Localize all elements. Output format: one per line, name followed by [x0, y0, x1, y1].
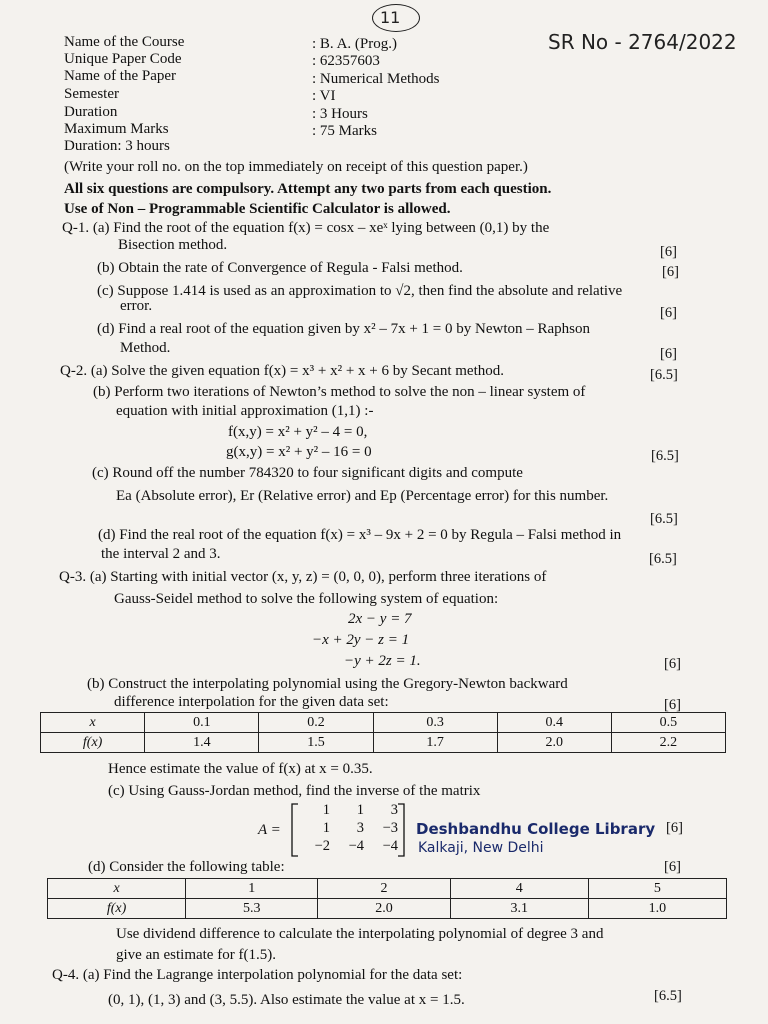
q3-d-marks: [6]: [664, 859, 681, 875]
q2-b-line1: (b) Perform two iterations of Newton’s method to solve the non – linear system of: [93, 384, 586, 400]
table-cell: 5.3: [186, 899, 318, 919]
table-cell: 0.1: [145, 713, 259, 733]
serial-number: SR No - 2764/2022: [548, 30, 737, 54]
info-label-course: Name of the Course: [64, 34, 185, 50]
matrix-cell: −2: [314, 838, 330, 854]
table-cell: x: [48, 879, 186, 899]
q4-a-line1: Q-4. (a) Find the Lagrange interpolation polynomial for the data set:: [52, 967, 463, 983]
matrix-cell: −4: [348, 838, 364, 854]
q4-a-line2: (0, 1), (1, 3) and (3, 5.5). Also estimate the value at x = 1.5.: [108, 992, 465, 1008]
matrix-label: A =: [258, 822, 281, 838]
matrix-cell: 3: [390, 802, 398, 818]
table-cell: x: [41, 713, 145, 733]
q3-eq3: −y + 2z = 1.: [344, 653, 421, 669]
q3-b-line3: Hence estimate the value of f(x) at x = 0.35.: [108, 761, 373, 777]
table-cell: f(x): [41, 733, 145, 753]
data-table-2: [47, 878, 727, 919]
table-row: [41, 713, 726, 733]
table-row: [41, 733, 726, 753]
q2-b-eq2: g(x,y) = x² + y² – 16 = 0: [226, 444, 372, 460]
matrix-cell: 3: [356, 820, 364, 836]
q2-b-line2: equation with initial approximation (1,1) :-: [116, 403, 374, 419]
q1-c-marks: [6]: [660, 305, 677, 321]
table-cell: 1.4: [145, 733, 259, 753]
q1-a-marks: [6]: [660, 244, 677, 260]
q2-a-marks: [6.5]: [650, 367, 678, 383]
table-row: [48, 899, 727, 919]
info-label-semester: Semester: [64, 86, 119, 102]
library-stamp-line2: Kalkaji, New Delhi: [418, 840, 544, 856]
q1-d-line1: (d) Find a real root of the equation given by x² – 7x + 1 = 0 by Newton – Raphson: [97, 321, 591, 337]
matrix-cell: 1: [356, 802, 364, 818]
table-cell: 1.0: [588, 899, 726, 919]
q2-d-line2: the interval 2 and 3.: [101, 546, 221, 562]
matrix-row: [296, 838, 406, 856]
q3-a-line2: Gauss-Seidel method to solve the following system of equation:: [114, 591, 499, 607]
q3-eq2: −x + 2y − z = 1: [312, 632, 410, 648]
q1-c-line1: (c) Suppose 1.414 is used as an approximation to √2, then find the absolute and relative: [97, 283, 623, 299]
info-value-duration: : 3 Hours: [312, 106, 368, 122]
table-cell: 1.7: [373, 733, 497, 753]
matrix-row: [296, 820, 406, 838]
q4-a-marks: [6.5]: [654, 988, 682, 1004]
info-value-paper: : Numerical Methods: [312, 71, 440, 87]
q2-b-eq1: f(x,y) = x² + y² – 4 = 0,: [228, 424, 368, 440]
q1-c-line2: error.: [120, 298, 153, 314]
q3-c-marks: [6]: [666, 820, 683, 836]
q3-d-line3: give an estimate for f(1.5).: [116, 947, 276, 963]
info-label-paper: Name of the Paper: [64, 68, 177, 84]
q2-c-marks: [6.5]: [650, 511, 678, 527]
q1-d-line2: Method.: [120, 340, 171, 356]
q3-d-line2: Use dividend difference to calculate the interpolating polynomial of degree 3 and: [116, 926, 604, 942]
data-table-1: [40, 712, 726, 753]
info-value-code: : 62357603: [312, 53, 380, 69]
q3-b-marks: [6]: [664, 697, 681, 713]
q1-b: (b) Obtain the rate of Convergence of Regula - Falsi method.: [97, 260, 463, 276]
info-label-code: Unique Paper Code: [64, 51, 182, 67]
q3-b-line1: (b) Construct the interpolating polynomial using the Gregory-Newton backward: [87, 676, 568, 692]
page-number: 11: [380, 8, 401, 27]
table-cell: 1: [186, 879, 318, 899]
matrix-cell: 1: [322, 820, 330, 836]
matrix: [296, 802, 406, 856]
matrix-cell: −4: [382, 838, 398, 854]
q2-d-line1: (d) Find the real root of the equation f(x) = x³ – 9x + 2 = 0 by Regula – Falsi method in: [98, 527, 622, 543]
q1-a-line1: Q-1. (a) Find the root of the equation f(x) = cosx – xeˣ lying between (0,1) by the: [62, 220, 550, 236]
table-cell: 2.0: [497, 733, 611, 753]
q3-eq1: 2x − y = 7: [348, 611, 412, 627]
table-row: [48, 879, 727, 899]
table-cell: 4: [450, 879, 588, 899]
rule-compulsory: All six questions are compulsory. Attempt any two parts from each question.: [64, 181, 552, 197]
q2-c-line1: (c) Round off the number 784320 to four significant digits and compute: [92, 465, 523, 481]
q3-c-line1: (c) Using Gauss-Jordan method, find the inverse of the matrix: [108, 783, 481, 799]
matrix-cell: −3: [382, 820, 398, 836]
q2-c-line2: Ea (Absolute error), Er (Relative error) and Ep (Percentage error) for this number.: [116, 488, 609, 504]
info-value-marks: : 75 Marks: [312, 123, 377, 139]
roll-no-instruction: (Write your roll no. on the top immediately on receipt of this question paper.): [64, 159, 528, 175]
q3-b-line2: difference interpolation for the given data set:: [114, 694, 389, 710]
q1-d-marks: [6]: [660, 346, 677, 362]
table-cell: 0.4: [497, 713, 611, 733]
info-value-course: : B. A. (Prog.): [312, 36, 398, 52]
table-cell: 0.3: [373, 713, 497, 733]
table-cell: 0.5: [611, 713, 725, 733]
library-stamp-line1: Deshbandhu College Library: [416, 820, 656, 838]
duration-line: Duration: 3 hours: [64, 138, 170, 154]
q2-d-marks: [6.5]: [649, 551, 677, 567]
table-cell: 1.5: [259, 733, 373, 753]
q1-a-line2: Bisection method.: [118, 237, 228, 253]
rule-calculator: Use of Non – Programmable Scientific Calculator is allowed.: [64, 201, 451, 217]
table-cell: 0.2: [259, 713, 373, 733]
info-label-duration: Duration: [64, 104, 118, 120]
q1-b-marks: [6]: [662, 264, 679, 280]
table-cell: 5: [588, 879, 726, 899]
info-value-semester: : VI: [312, 88, 336, 104]
matrix-row: [296, 802, 406, 820]
table-cell: f(x): [48, 899, 186, 919]
q2-b-marks: [6.5]: [651, 448, 679, 464]
table-cell: 2.2: [611, 733, 725, 753]
q3-a-marks: [6]: [664, 656, 681, 672]
q3-d-line1: (d) Consider the following table:: [88, 859, 285, 875]
q3-a-line1: Q-3. (a) Starting with initial vector (x, y, z) = (0, 0, 0), perform three iterations of: [59, 569, 547, 585]
table-cell: 2.0: [318, 899, 450, 919]
info-label-marks: Maximum Marks: [64, 121, 169, 137]
q2-a: Q-2. (a) Solve the given equation f(x) = x³ + x² + x + 6 by Secant method.: [60, 363, 504, 379]
matrix-cell: 1: [322, 802, 330, 818]
table-cell: 2: [318, 879, 450, 899]
table-cell: 3.1: [450, 899, 588, 919]
